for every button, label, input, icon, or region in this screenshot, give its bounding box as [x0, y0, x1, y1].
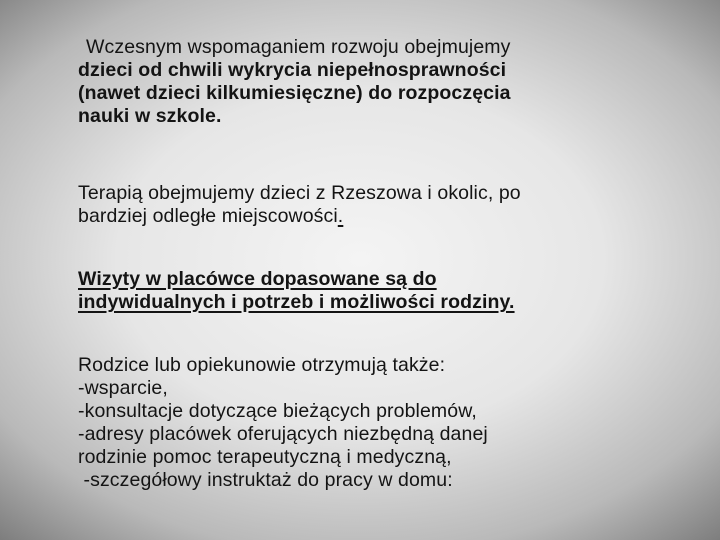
- paragraph1-line3: (nawet dzieci kilkumiesięczne) do rozpoczęcia: [78, 82, 511, 104]
- paragraph3-line1: Wizyty w placówce dopasowane są do: [78, 268, 437, 290]
- paragraph-therapy-area: [78, 182, 678, 228]
- paragraph-visits: [78, 268, 678, 314]
- paragraph4-line5: rodzinie pomoc terapeutyczną i medyczną,: [78, 446, 452, 468]
- paragraph4-line4: -adresy placówek oferujących niezbędną danej: [78, 423, 488, 445]
- paragraph2-line2-wrap: [78, 205, 678, 228]
- paragraph4-line3: -konsultacje dotyczące bieżących problemów,: [78, 400, 477, 422]
- paragraph2-line1: Terapią obejmujemy dzieci z Rzeszowa i okolic, po: [78, 182, 521, 204]
- paragraph2-line2-end: .: [337, 205, 344, 227]
- paragraph-early-support: [78, 36, 678, 128]
- paragraph4-line6: -szczegółowy instruktaż do pracy w domu:: [78, 469, 453, 491]
- paragraph3-line2: indywidualnych i potrzeb i możliwości rodziny.: [78, 291, 515, 313]
- paragraph1-line1: Wczesnym wspomaganiem rozwoju obejmujemy: [86, 36, 511, 58]
- paragraph1-line2: dzieci od chwili wykrycia niepełnosprawności: [78, 59, 507, 81]
- paragraph1-line4: nauki w szkole.: [78, 105, 222, 127]
- paragraph-parent-support: [78, 354, 678, 492]
- paragraph2-line2: bardziej odległe miejscowości: [78, 205, 338, 227]
- paragraph4-line2: -wsparcie,: [78, 377, 168, 399]
- paragraph4-line1: Rodzice lub opiekunowie otrzymują także:: [78, 354, 446, 376]
